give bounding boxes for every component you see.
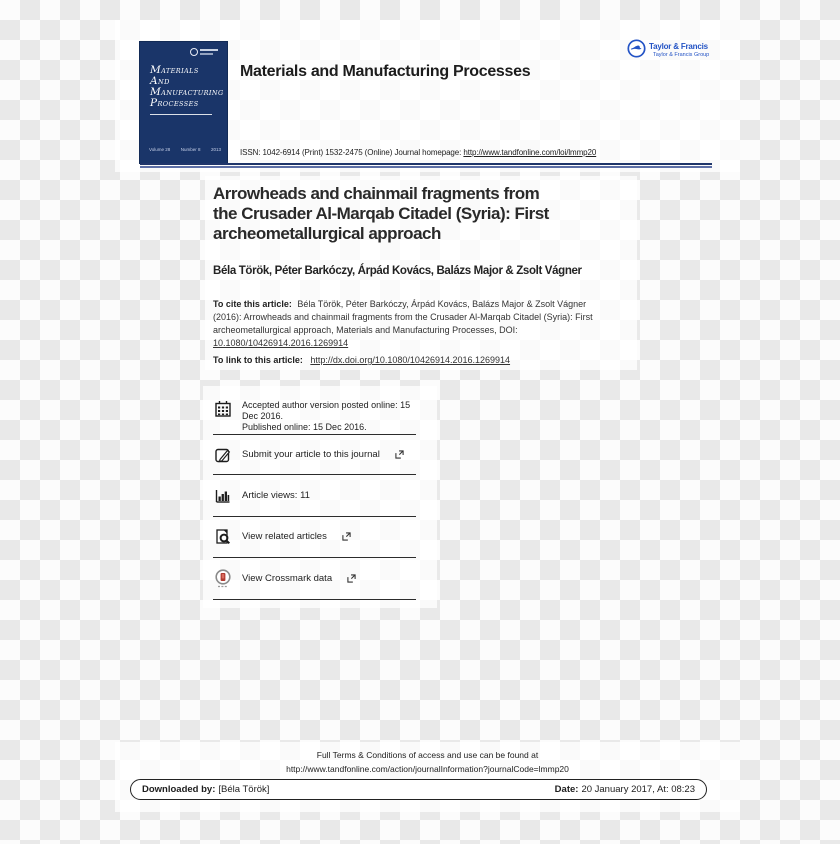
submit-pencil-icon bbox=[213, 446, 232, 464]
cover-number: Number 8 bbox=[180, 147, 201, 152]
cover-rule bbox=[150, 114, 212, 115]
submit-article-row[interactable] bbox=[213, 435, 416, 474]
terms-url[interactable]: http://www.tandfonline.com/action/journalInformation?journalCode=lmmp20 bbox=[286, 763, 569, 774]
terms-and-conditions bbox=[115, 749, 740, 776]
link-label: To link to this article: bbox=[213, 355, 303, 365]
published-online-text: Published online: 15 Dec 2016. bbox=[242, 422, 367, 432]
header-divider bbox=[140, 163, 712, 168]
dx-doi-link[interactable]: http://dx.doi.org/10.1080/10426914.2016.1269914 bbox=[310, 355, 511, 365]
taylor-francis-logo bbox=[627, 39, 719, 61]
author-list: Béla Török, Péter Barkóczy, Árpád Kovács, Balázs Major & Zsolt Vágner bbox=[213, 265, 582, 277]
crossmark-icon bbox=[213, 569, 232, 588]
download-info-bar bbox=[130, 779, 707, 800]
cover-word: MATERIALS bbox=[150, 64, 199, 76]
submit-article-label[interactable]: Submit your article to this journal bbox=[242, 449, 380, 460]
article-views-label: Article views: 11 bbox=[242, 489, 310, 501]
journal-title: Materials and Manufacturing Processes bbox=[240, 63, 531, 80]
tandf-mini-logo-icon bbox=[190, 48, 220, 56]
external-link-icon bbox=[395, 450, 404, 459]
cite-text: Béla Török, Péter Barkóczy, Árpád Kovács, Balázs Major & Zsolt Vágner (2016): Arrowheads and chainmail fragments from the Crusader Al-Marqab Citadel (Syria): First archeometallurgical approach, Materials and Manufacturing Processes, DOI: bbox=[213, 299, 593, 335]
journal-cover-image bbox=[140, 42, 227, 163]
date-value: 20 January 2017, At: 08:23 bbox=[581, 784, 695, 795]
article-title: Arrowheads and chainmail fragments from the Crusader Al-Marqab Citadel (Syria): First archeometallurgical approach bbox=[213, 184, 549, 243]
date-label: Date: bbox=[554, 784, 579, 795]
logo-text: Taylor & Francis bbox=[649, 42, 708, 51]
terms-text: Full Terms & Conditions of access and use can be found at bbox=[316, 750, 539, 760]
download-date bbox=[555, 784, 695, 795]
downloaded-by-value: [Béla Török] bbox=[218, 784, 270, 795]
cover-year: 2013 bbox=[210, 147, 221, 152]
cover-volume: Volume 28 bbox=[149, 147, 171, 152]
downloaded-by-label: Downloaded by: bbox=[142, 784, 216, 795]
article-actions-list bbox=[213, 395, 416, 600]
bar-chart-icon bbox=[213, 486, 232, 504]
related-articles-row[interactable] bbox=[213, 517, 416, 558]
crossmark-label[interactable]: View Crossmark data bbox=[242, 572, 333, 584]
article-views-row bbox=[213, 475, 416, 516]
cover-word: MANUFACTURING bbox=[150, 86, 224, 98]
logo-subtext: Taylor & Francis Group bbox=[653, 51, 710, 58]
cite-label: To cite this article: bbox=[213, 299, 292, 309]
issn-text: ISSN: 1042-6914 (Print) 1532-2475 (Online) Journal homepage: bbox=[240, 148, 464, 157]
divider bbox=[213, 599, 416, 600]
doi-link[interactable]: 10.1080/10426914.2016.1269914 bbox=[213, 337, 349, 348]
publication-dates-row bbox=[213, 395, 416, 434]
downloaded-by bbox=[142, 784, 269, 795]
external-link-icon bbox=[342, 532, 351, 541]
cover-word: PROCESSES bbox=[150, 97, 199, 109]
related-articles-label[interactable]: View related articles bbox=[242, 531, 327, 543]
related-articles-icon bbox=[213, 528, 232, 546]
cover-word: AND bbox=[150, 75, 170, 87]
accepted-online-text: Accepted author version posted online: 15 Dec 2016. bbox=[242, 400, 411, 421]
external-link-icon bbox=[347, 574, 356, 583]
swan-icon bbox=[627, 39, 646, 58]
article-link-line bbox=[213, 355, 510, 365]
citation-paragraph bbox=[213, 298, 615, 350]
issn-line bbox=[240, 148, 596, 157]
journal-homepage-link[interactable]: http://www.tandfonline.com/loi/lmmp20 bbox=[463, 148, 597, 157]
calendar-icon bbox=[213, 400, 232, 418]
crossmark-row[interactable] bbox=[213, 558, 416, 599]
